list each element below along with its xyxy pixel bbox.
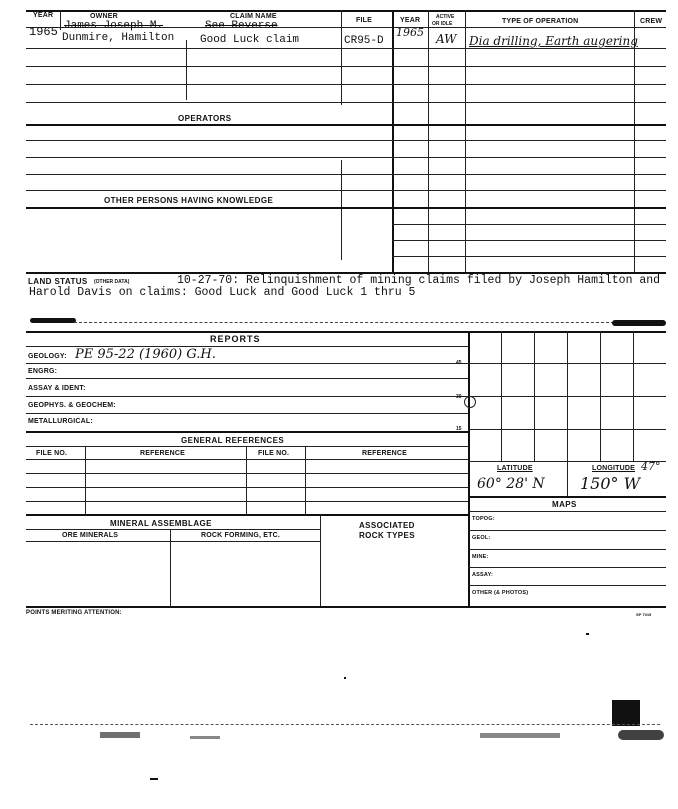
- mineral-top-line: [26, 514, 468, 516]
- topog-label: TOPOG:: [472, 516, 495, 522]
- col-div-claim: [186, 40, 187, 100]
- col-div-owner: [60, 10, 61, 30]
- grid-col: [567, 331, 568, 496]
- scan-mark: [612, 320, 666, 326]
- grid-row: [468, 461, 666, 462]
- scan-dash-line: [30, 724, 660, 725]
- reports-top-line: [26, 331, 666, 333]
- idle-header: OR IDLE: [432, 21, 453, 27]
- row-line: [392, 240, 666, 241]
- row-line: [468, 549, 666, 550]
- file-no-header-2: FILE NO.: [258, 450, 290, 457]
- row-line: [26, 501, 468, 502]
- row-line: [468, 585, 666, 586]
- entry-operation: Dia drilling, Earth augering: [469, 34, 638, 48]
- entry-op-status: AW: [436, 32, 457, 46]
- num-45: 45: [456, 360, 462, 366]
- operators-label: OPERATORS: [178, 114, 232, 123]
- row-line: [26, 459, 468, 460]
- ref-col-div: [85, 446, 86, 514]
- row-line: [26, 48, 666, 49]
- scan-dot: [586, 633, 589, 635]
- ore-minerals-header: ORE MINERALS: [62, 532, 119, 539]
- row-line: [26, 487, 468, 488]
- land-status-line2: Harold Davis on claims: Good Luck and Good Luck 1 thru 5: [29, 286, 416, 299]
- row-line: [468, 567, 666, 568]
- row-line: [392, 256, 666, 257]
- longitude-note: 47°: [641, 460, 661, 473]
- other-persons-label: OTHER PERSONS HAVING KNOWLEDGE: [104, 196, 274, 205]
- maps-top-line: [468, 496, 666, 498]
- reference-header-2: REFERENCE: [362, 450, 407, 457]
- reports-title: REPORTS: [210, 334, 261, 344]
- col-div-active: [428, 10, 429, 272]
- latitude-value: 60° 28' N: [477, 476, 545, 492]
- grid-row: [468, 429, 666, 430]
- general-references-title: GENERAL REFERENCES: [181, 436, 285, 445]
- row-line: [26, 174, 666, 175]
- col-div-type: [465, 10, 466, 272]
- scan-mark: [30, 318, 76, 323]
- rock-types-label: ROCK TYPES: [359, 531, 416, 540]
- num-15: 15: [456, 426, 462, 432]
- entry-claim-line1: See Reverse: [205, 20, 278, 32]
- row-line: [468, 511, 666, 512]
- entry-claim-line2: Good Luck claim: [200, 34, 300, 46]
- assay-label: ASSAY & IDENT:: [28, 385, 86, 392]
- crew-header: CREW: [640, 18, 663, 25]
- scan-mark: [612, 700, 640, 726]
- scan-dash-line: [74, 322, 614, 323]
- row-line: [26, 529, 320, 530]
- row-line: [26, 446, 468, 447]
- col-div-ops: [392, 10, 394, 272]
- other-persons-line: [26, 207, 666, 209]
- row-line: [26, 396, 468, 397]
- land-status-label: LAND STATUS: [28, 277, 88, 286]
- other-photos-label: OTHER (& PHOTOS): [472, 590, 529, 596]
- geology-value: PE 95-22 (1960) G.H.: [75, 347, 216, 362]
- points-meriting-attention-label: POINTS MERITING ATTENTION:: [26, 610, 122, 616]
- claim-name-header: CLAIM NAME: [230, 13, 277, 20]
- col-div-file: [341, 10, 342, 105]
- ref-col-div: [305, 446, 306, 514]
- longitude-value: 150° W: [580, 474, 641, 493]
- row-line: [26, 378, 468, 379]
- form-number: SP 7015: [636, 612, 652, 617]
- mineral-assemblage-title: MINERAL ASSEMBLAGE: [110, 519, 212, 528]
- row-line: [26, 84, 666, 85]
- latitude-label: LATITUDE: [497, 465, 533, 472]
- geology-label: GEOLOGY:: [28, 353, 67, 360]
- row-line: [26, 66, 666, 67]
- op-year-header: YEAR: [400, 17, 421, 24]
- entry-op-year: 1965: [396, 26, 424, 39]
- grid-circle-mark: [464, 396, 476, 408]
- owner-header: OWNER: [90, 13, 118, 20]
- metallurgical-label: METALLURGICAL:: [28, 418, 93, 425]
- grid-left-border: [468, 331, 470, 607]
- rock-forming-header: ROCK FORMING, ETC.: [201, 532, 281, 539]
- row-line: [26, 541, 320, 542]
- land-status-line1: 10-27-70: Relinquishment of mining claims filed by Joseph Hamilton and: [177, 274, 661, 287]
- engrg-label: ENGRG:: [28, 368, 58, 375]
- entry-year: 1965: [29, 25, 58, 39]
- file-no-header-1: FILE NO.: [36, 450, 68, 457]
- operators-line: [26, 124, 666, 126]
- geophys-label: GEOPHYS. & GEOCHEM:: [28, 402, 116, 409]
- row-line: [26, 102, 666, 103]
- entry-owner-line1: James Joseph M.: [64, 20, 164, 32]
- mine-label: MINE:: [472, 554, 489, 560]
- row-line: [26, 473, 468, 474]
- scan-mark: [100, 732, 140, 738]
- year-header: YEAR: [33, 12, 54, 19]
- land-status-sub-label: (OTHER DATA): [94, 279, 130, 285]
- row-line: [26, 190, 666, 191]
- grid-row: [468, 396, 666, 397]
- scan-mark: [190, 736, 220, 739]
- geol-label: GEOL:: [472, 535, 491, 541]
- row-line: [392, 224, 666, 225]
- mineral-bottom-line: [26, 606, 666, 608]
- mineral-col-div: [170, 529, 171, 607]
- top-border: [26, 10, 666, 12]
- type-of-operation-header: TYPE OF OPERATION: [502, 18, 579, 25]
- row-line: [26, 157, 666, 158]
- entry-file: CR95-D: [344, 35, 384, 47]
- longitude-label: LONGITUDE: [592, 465, 636, 472]
- mineral-col-div: [320, 514, 321, 607]
- grid-row: [468, 363, 666, 364]
- row-line: [26, 363, 468, 364]
- scan-dot: [344, 677, 346, 679]
- general-ref-top-line: [26, 431, 468, 433]
- reference-header-1: REFERENCE: [140, 450, 185, 457]
- entry-owner-line2: Dunmire, Hamilton: [62, 32, 175, 44]
- row-line: [468, 530, 666, 531]
- col-div-crew: [634, 10, 635, 272]
- num-30: 30: [456, 394, 462, 400]
- file-header: FILE: [356, 17, 372, 24]
- active-header: ACTIVE: [436, 14, 455, 20]
- row-line: [26, 140, 666, 141]
- scan-dot: [150, 778, 158, 780]
- scan-mark: [480, 733, 560, 738]
- associated-label: ASSOCIATED: [359, 521, 415, 530]
- scan-mark: [618, 730, 664, 740]
- ref-col-div: [246, 446, 247, 514]
- row-line: [26, 413, 468, 414]
- maps-title: MAPS: [552, 500, 577, 509]
- assay-map-label: ASSAY:: [472, 572, 494, 578]
- col-div-file-b: [341, 160, 342, 260]
